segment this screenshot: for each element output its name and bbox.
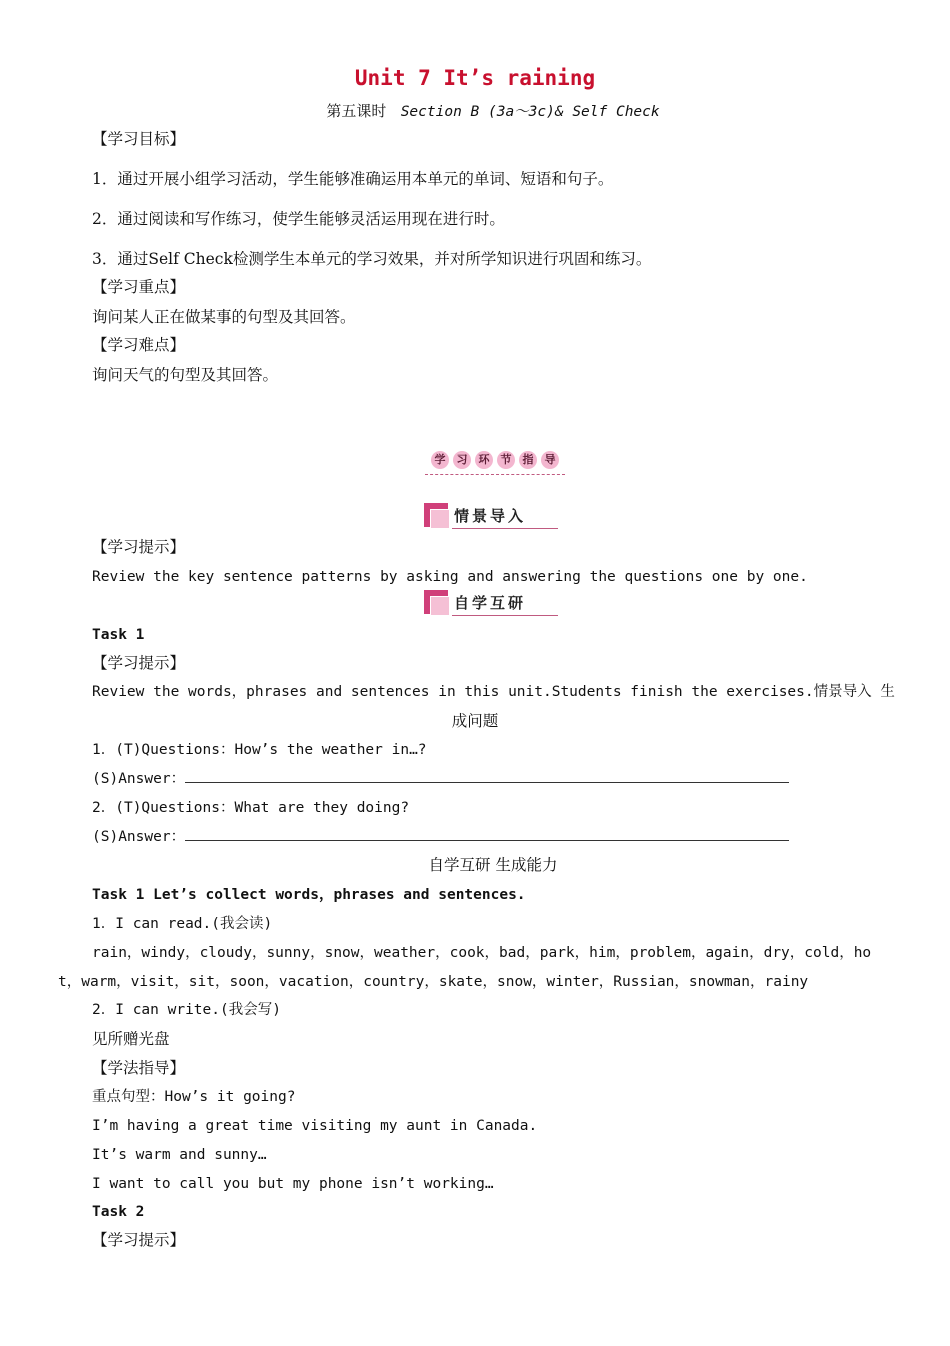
- page-title: Unit 7 It’s raining: [354, 66, 596, 90]
- key-pattern: 重点句型：How’s it going?: [92, 1089, 296, 1105]
- divider: [452, 528, 558, 529]
- lesson-subtitle: [0, 100, 950, 121]
- lesson-section: Section B (3a～3c)& Self Check: [400, 104, 660, 120]
- banner-char: 导: [541, 451, 559, 469]
- answer-1: [92, 768, 789, 790]
- banner-char: 学: [431, 451, 449, 469]
- divider: [452, 615, 558, 616]
- task-label: Task 1: [92, 627, 145, 643]
- method-heading: 【学法指导】: [92, 1059, 186, 1077]
- difficulty-heading: 【学习难点】: [92, 336, 186, 354]
- task-label: Task 2: [92, 1204, 145, 1220]
- banner-char: 习: [453, 451, 471, 469]
- section-marker-icon: [430, 596, 450, 616]
- goal-item-3: 3．通过Self Check检测学生本单元的学习效果，并对所学知识进行巩固和练习。: [92, 250, 652, 268]
- tip-heading: 【学习提示】: [92, 1231, 186, 1249]
- goal-item-1: 1．通过开展小组学习活动，学生能够准确运用本单元的单词、短语和句子。: [92, 170, 614, 188]
- word-list-continued: t，warm，visit，sit，soon，vacation，country，skate，snow，winter，Russian，snowman，rainy: [58, 974, 809, 990]
- banner-char: 指: [519, 451, 537, 469]
- sentence-3: I want to call you but my phone isn’t working…: [92, 1176, 494, 1192]
- section-marker-icon: [430, 509, 450, 529]
- tip-text: Review the words，phrases and sentences in this unit.Students finish the exercises.情景导入 生: [92, 684, 895, 700]
- banner-char: 节: [497, 451, 515, 469]
- answer-2: [92, 826, 789, 848]
- lesson-number: 第五课时: [326, 102, 387, 120]
- tip-heading: 【学习提示】: [92, 538, 186, 556]
- banner-char: 环: [475, 451, 493, 469]
- tip-text-continued: 成问题: [451, 712, 499, 730]
- answer-label: (S)Answer：: [92, 771, 186, 787]
- answer-label: (S)Answer：: [92, 829, 186, 845]
- question-2: 2．(T)Questions：What are they doing?: [92, 800, 410, 816]
- focus-text: 询问某人正在做某事的句型及其回答。: [92, 308, 356, 326]
- focus-heading: 【学习重点】: [92, 278, 186, 296]
- question-1: 1．(T)Questions：How’s the weather in…?: [92, 742, 427, 758]
- read-label: 1．I can read.(我会读): [92, 916, 273, 932]
- tip-heading: 【学习提示】: [92, 654, 186, 672]
- goals-heading: 【学习目标】: [92, 130, 186, 148]
- section-title: 自学互研: [454, 594, 527, 612]
- word-list: rain，windy，cloudy，sunny，snow，weather，cook，bad，park，him，problem，again，dry，cold，ho: [92, 945, 872, 961]
- difficulty-text: 询问天气的句型及其回答。: [92, 366, 279, 384]
- task-1-title: Task 1 Let’s collect words，phrases and sentences.: [92, 887, 526, 903]
- sentence-2: It’s warm and sunny…: [92, 1147, 267, 1163]
- answer-blank[interactable]: [185, 826, 789, 841]
- section-header-selfstudy: [424, 590, 558, 616]
- section-title: 情景导入: [454, 507, 527, 525]
- goal-item-2: 2．通过阅读和写作练习，使学生能够灵活运用现在进行时。: [92, 210, 505, 228]
- sentence-1: I’m having a great time visiting my aunt in Canada.: [92, 1118, 538, 1134]
- center-heading: 自学互研 生成能力: [428, 856, 558, 874]
- answer-blank[interactable]: [185, 768, 789, 783]
- tip-text: Review the key sentence patterns by asking and answering the questions one by one.: [92, 569, 808, 585]
- write-note: 见所赠光盘: [92, 1030, 170, 1048]
- write-label: 2．I can write.(我会写): [92, 1002, 281, 1018]
- section-header-intro: [424, 503, 558, 529]
- learning-guide-banner: [425, 448, 565, 475]
